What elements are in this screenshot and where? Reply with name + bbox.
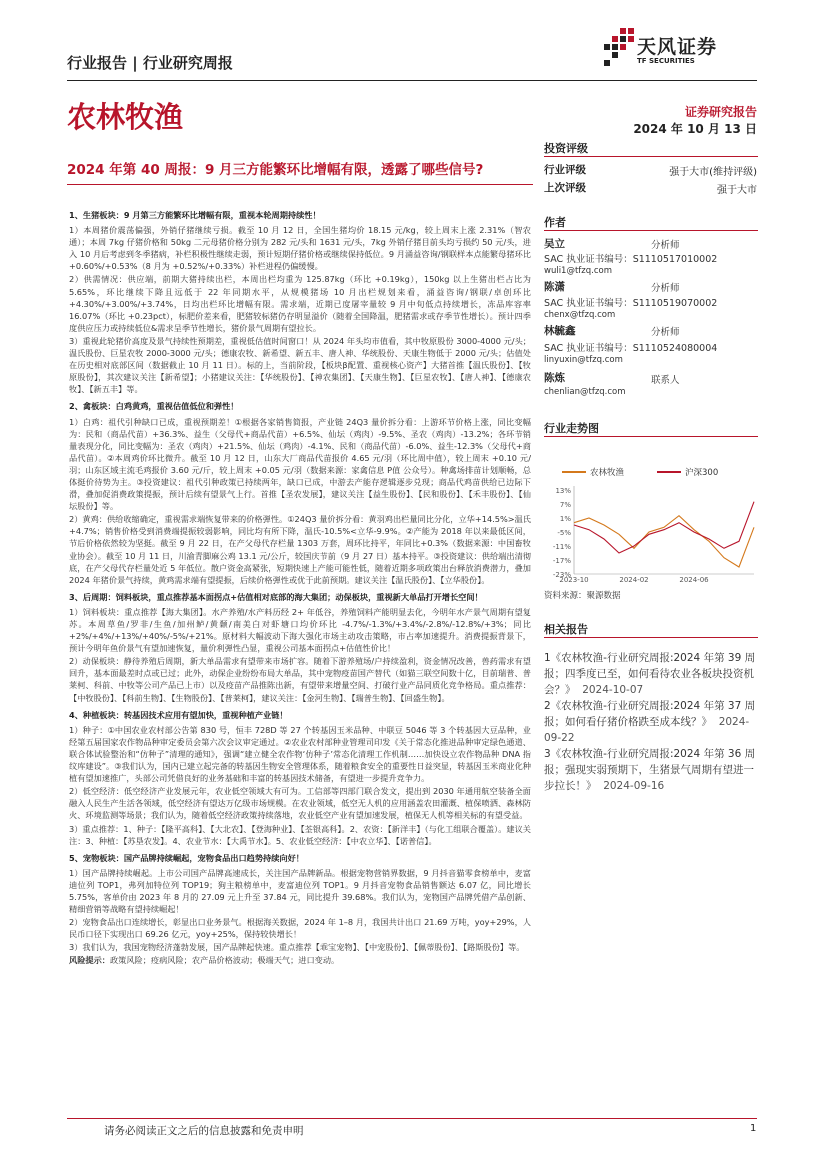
report-date: 2024 年 10 月 13 日 [633,122,757,136]
rating-title: 投资评级 [544,142,588,155]
legend-label: 沪深300 [685,468,719,478]
paragraph: 3）重点推荐：1、种子：【隆平高科】、【大北农】、【登海种业】、【荃银高科】。2、农资：【新洋丰】（与化工组联合覆盖）。建议关注：3、种植：【苏垦农发】。4、农业节水：【大禹节水】。5、农业低空经济：【中农立华】、【诺普信】。 [69,823,531,846]
author-role: 分析师 [651,327,680,338]
author-cert: SAC 执业证书编号：S1110519070002 [544,298,718,309]
paragraph: 3）我们认为，我国宠物经济蓬勃发展，国产品牌起快速。重点推荐【乖宝宠物】、【中宠股份】、【佩蒂股份】、【路斯股份】等。 [69,942,525,953]
related-report-item[interactable] [544,650,758,698]
section-title: 1、生猪板块：9 月第三方能繁环比增幅有限，重视本轮周期持续性！ [69,210,321,220]
author-email[interactable]: chenlian@tfzq.com [544,387,626,397]
logo-text: 天风证券 [637,36,718,58]
y-tick-label: -17% [552,557,571,565]
y-tick-label: -11% [552,543,571,551]
trend-chart [544,462,758,584]
paragraph: 1）白鸡：祖代引种缺口已成，重视预期差！①根据各家销售简报，产业链 24Q3 量价拆分看：上游环节价格上涨，同比变幅为：民和（商品代苗）+36.3%、益生（父母代+商品代苗）+6.5%、仙坛（鸡肉）-9.5%、圣农（鸡肉）-13.2%；各环节销量表现分化，同比变幅为：圣农（鸡肉）+21.5%、仙坛（鸡肉）-4.1%、民和（商品代苗）-6.0%、益生-12.3%（父母代+商品代苗）。②本周鸡价环比微升。截至 10 月 12 日，山东大厂商品代苗报价 4.65 元/羽（环比周中值），较上周末 +0.10 元/羽；山东区域主流毛鸡报价 3.60 元/斤，较上周末 +0.05 元/羽（数据来源：家禽信息 P值 公众号）。种禽场排苗计划顺畅，总体挺价待势为主。③投资建议：祖代引种政策已持续两年，缺口已成，中游去产能存逻辑逐步兑现；商品代鸡苗供给已边际下滑，叠加促消费政策提振，预计后续有望景气上行。首推【圣农发展】，建议关注【益生股份】、【民和股份】、【禾丰股份】、【仙坛股份】等。 [69,416,531,512]
footer-divider [67,1118,757,1119]
paragraph: 2）低空经济：低空经济产业发展元年，农业低空领域大有可为。工信部等四部门联合发文，提出到 2030 年通用航空装备全面融入人民生产生活各领域，低空经济有望达万亿级市场规模。在农业领域，低空无人机的应用涵盖农田灌溉、植保喷洒、森林防火、环境监测等场景；我们认为，随着低空经济政策持续落地，农业低空产业有望加速发展，植保无人机等相关标的有望受益。 [69,786,531,821]
report-body [69,204,531,968]
paragraph: 1）种子：①中国农业农村部公告第 830 号，恒丰 728D 等 27 个转基因玉米品种、中联豆 5046 等 3 个转基因大豆品种，业经第五届国家农作物品种审定委员会第六次会议审定通过。②农业农村部种业管理司印发《关于常态化推进品种审定绿色通道、联合体试验整治和“仿种子”清理的通知》，强调“建立健全农作物‘仿种子’常态化清理工作机制……加快设立农作物品种 DNA 指纹库建设”。③我们认为，国内已建立起完备的转基因生物安全管理体系，随着粮食安全的重要性日益突显，转基因玉米商业化种植有望加速推广，头部公司凭借良好的业务基础和丰富的转基因技术储备，有望进一步提升竞争力。 [69,724,531,784]
previous-rating-label: 上次评级 [544,182,586,194]
trend-title: 行业走势图 [544,422,599,435]
author-email[interactable]: wuli1@tfzq.com [544,266,613,276]
author-name: 陈潇 [544,281,565,293]
headline: 2024 年第 40 周报：9 月三方能繁环比增幅有限，透露了哪些信号? [67,162,484,178]
logo-english-text: TF SECURITIES [637,57,695,65]
paragraph: 3）重视此轮猪价高度及景气持续性预期差，重视低估值时间窗口！从 2024 年头均市值看，其中牧原股份 3000-4000 元/头；温氏股份、巨星农牧 2000-3000 元/头；德康农牧、新希望、新五丰、唐人神、华统股份、天康生物低于 2000 元/头；估值处在历史相对底部区间（数据截止 10 月 11 日）。标的上，当前阶段，【板块β配置、重视核心资产】大猪首推【温氏股份】、【牧原股份】，其次建议关注【新希望】；小猪建议关注：【华统股份】、【神农集团】、【天康生物】、【巨星农牧】、【唐人神】、【德康农牧】、【新五丰】等。 [69,335,531,395]
industry-title: 农林牧渔 [67,100,184,134]
author-email[interactable]: linyuxin@tfzq.com [544,355,623,365]
author-role: 联系人 [651,375,680,386]
risk-text: 政策风险；疫病风险；农产品价格波动；极端天气；进口变动。 [109,955,340,966]
paragraph: 2）宠物食品出口连续增长，彰显出口业务景气。根据海关数据，2024 年 1–8 月，我国共计出口 21.69 万吨，yoy+29%，人民币口径下实现出口 69.26 亿元，yoy+25%，保持较快增长！ [69,917,531,940]
related-divider [544,637,758,638]
section-title: 5、宠物板块：国产品牌持续崛起，宠物食品出口趋势持续向好！ [69,852,304,863]
y-tick-label: 7% [559,501,571,509]
paragraph: 2）供需情况：供应端，前期大猪持续出栏，本周出栏均重为 125.87kg（环比 +0.19kg），150kg 以上生猪出栏占比为 5.65%，环比继续下降且远低于 22 年同期水平，从规模猪场 10 月出栏规划来看，涌益咨询/钢联/卓创环比 +4.30%/+3.00%/+3.74%，日均出栏环比增幅有限。需求端，近期已度屠宰量较 9 月中旬低点持续增长，冻品库容率 16.07%（环比 +0.23pct），标肥价差来看，肥猪较标猪仍存明显溢价（随着全国降温，肥猪需求或存季节性增长）。预计四季度供应压力或持续低位&需求呈季节性增长，猪价景气周期有望拉长。 [69,274,531,333]
author-name: 吴立 [544,238,565,250]
author-email[interactable]: chenx@tfzq.com [544,310,616,320]
author-role: 分析师 [651,283,680,294]
report-kind: 证券研究报告 [684,105,757,119]
risk-warning [69,954,531,966]
industry-rating-value: 强于大市(维持评级) [669,167,757,178]
x-tick-label: 2024-06 [679,576,709,584]
y-tick-label: -5% [557,529,571,537]
rating-divider [544,156,758,157]
related-report-text: 3《农林牧渔-行业研究周报:2024 年第 36 周报；强现实弱预期下，生猪景气周期有望进一步拉长！》 [544,748,756,792]
related-report-date: 2024-10-07 [582,684,644,696]
paragraph: 1）饲料板块：重点推荐【海大集团】。水产养殖/水产料历经 2+ 年低谷，养殖饲料产能明显去化，今明年水产景气周期有望复苏。本周草鱼/罗非/生鱼/加州鲈/黄颡/南美白对虾塘口均价环比 -4.7%/-1.3%/+3.4%/-2.8%/-12.8%/+3%；同比+2%/+4%/+13%/+40%/-5%/+21%。原材料大幅波动下海大强化市场主动攻击策略，市占率加速提升。消费提振背景下，预计今明年鱼价景气有望加速恢复，量价利弹性凸显，重视公司基本面拐点+估值性价比！ [69,606,531,654]
risk-label: 风险提示： [69,955,110,966]
author-cert: SAC 执业证书编号：S1110524080004 [544,343,718,354]
y-tick-label: 13% [555,487,571,495]
related-report-item[interactable] [544,746,758,794]
report-type: 行业报告 | 行业研究周报 [67,54,233,72]
footer-disclaimer: 请务必阅读正文之后的信息披露和免责申明 [104,1125,304,1137]
author-cert: SAC 执业证书编号：S1110517010002 [544,254,718,265]
authors-divider [544,230,758,231]
trend-divider [544,436,758,437]
section-title: 4、种植板块：转基因技术应用有望加快，重视种植产业链！ [69,709,288,720]
previous-rating-value: 强于大市 [717,185,757,196]
related-title: 相关报告 [544,623,588,636]
related-report-date: 2024-09-16 [603,780,665,792]
legend-label: 农林牧渔 [590,468,625,478]
page-number: 1 [750,1123,757,1134]
header-divider [67,80,757,81]
paragraph: 2）黄鸡：供给收缩确定，重视需求端恢复带来的价格弹性。①24Q3 量价拆分看：黄羽鸡出栏量同比分化，立华+14.5%>温氏+4.7%；销售价格受到消费端提振较弱影响，同比均有所下降，温氏-10.5%<立华-9.9%。②产能为 2018 年以来最低区间，节后价格依然较为坚挺。截至 9 月 22 日，在产父母代存栏量 1303 万套，周环比持平，年同比+0.3%（数据来源：中国畜牧业协会）。截至 10 月 11 日，川渝青脚麻公鸡 13.1 元/公斤，较国庆节前（9 月 27 日）基本持平。③投资建议：供给端出清彻底，在产父母代存栏量处近 5 年低位。散户资金高紧张，短期快速上产能可能性低，随着近期多项政策出台释放消费潜力，叠加 2024 年猪价景气持续，黄鸡需求端有望提振，后续价格弹性或优于此前预期。建议关注【温氏股份】、【立华股份】。 [69,514,531,585]
related-report-item[interactable] [544,698,758,746]
author-role: 分析师 [651,240,680,251]
logo-mark-icon [604,28,634,66]
paragraph: 1）本周猪价震荡偏强，外销仔猪继续亏损。截至 10 月 12 日，全国生猪均价 18.15 元/kg，较上周末上涨 2.31%（智农通）；本周 7kg 仔猪价格和 50kg 二元母猪价格分别为 282 元/头和 1631 元/头，7kg 外销仔猪目前头均亏损约 50 元/头，进入 10 月后考虑到冬季猪病，补栏积极性继续走弱，预计短期仔猪价格或继续保持低位。9 月涌益咨询/钢联样本点能繁母猪环比 +0.60%/+0.53%（8 月为 +0.52%/+0.33%）补栏进程仍偏缓慢。 [69,225,531,272]
y-tick-label: -23% [552,571,571,579]
section-title: 2、禽板块：白鸡黄鸡，重视估值低位和弹性！ [69,401,239,412]
industry-rating-label: 行业评级 [544,164,586,176]
authors-title: 作者 [544,216,566,229]
author-name: 林毓鑫 [544,325,576,337]
paragraph: 2）动保板块：静待养殖后周期，新大单品需求有望带来市场扩容。随着下游养殖场/户持续盈利，资金情况改善，兽药需求有望回升，基本面最差时点或已过；此外，动保企业纷纷布局大单品，其中宠物疫苗国产替代（如猫三联空间数十亿，目前瑞普、普莱柯、科前、中牧等公司产品已上市）以及疫苗产品推陈出新，有望带来增量空间、打破行业产品同质化竞争格局。重点推荐：【中牧股份】、【科前生物】、【生物股份】、【普莱柯】，建议关注：【金河生物】、【瑞普生物】、【回盛生物】。 [69,656,531,703]
y-tick-label: 1% [559,515,571,523]
section-title: 3、后周期：饲料板块，重点推荐基本面拐点+估值相对底部的海大集团；动保板块，重视新大单品打开增长空间！ [69,591,483,602]
related-report-text: 2《农林牧渔-行业研究周报:2024 年第 37 周报；如何看仔猪价格跌至成本线？》 [544,700,756,728]
series-line-sector [574,516,754,567]
related-report-date: 2024-09-22 [544,716,750,744]
x-tick-label: 2023-10 [559,576,589,584]
related-report-text: 1《农林牧渔-行业研究周报:2024 年第 39 周报；四季度已至，如何看待农业各板块投资机会？》 [544,652,756,696]
related-reports [544,650,758,794]
chart-source: 资料来源：聚源数据 [544,591,621,601]
author-name: 陈炼 [544,372,565,384]
headline-divider [67,184,533,185]
x-tick-label: 2024-02 [619,576,649,584]
paragraph: 1）国产品牌持续崛起。上市公司国产品牌高速成长，关注国产品牌新品。根据宠物营销界数据，9 月抖音猫零食榜单中，麦富迪位列 TOP1，弗列加特位列 TOP19；狗主粮榜单中，麦富迪位列 TOP1。9 月抖音宠物食品销售额达 6.07 亿，同比增长 5.75%，客单价由 2023 年 8 月的 27.09 元上升至 37.84 元，同比提升 39.68%。我们认为，宠物国产品牌凭借产品创新、精细营销等战略有望持续崛起！ [69,867,531,915]
